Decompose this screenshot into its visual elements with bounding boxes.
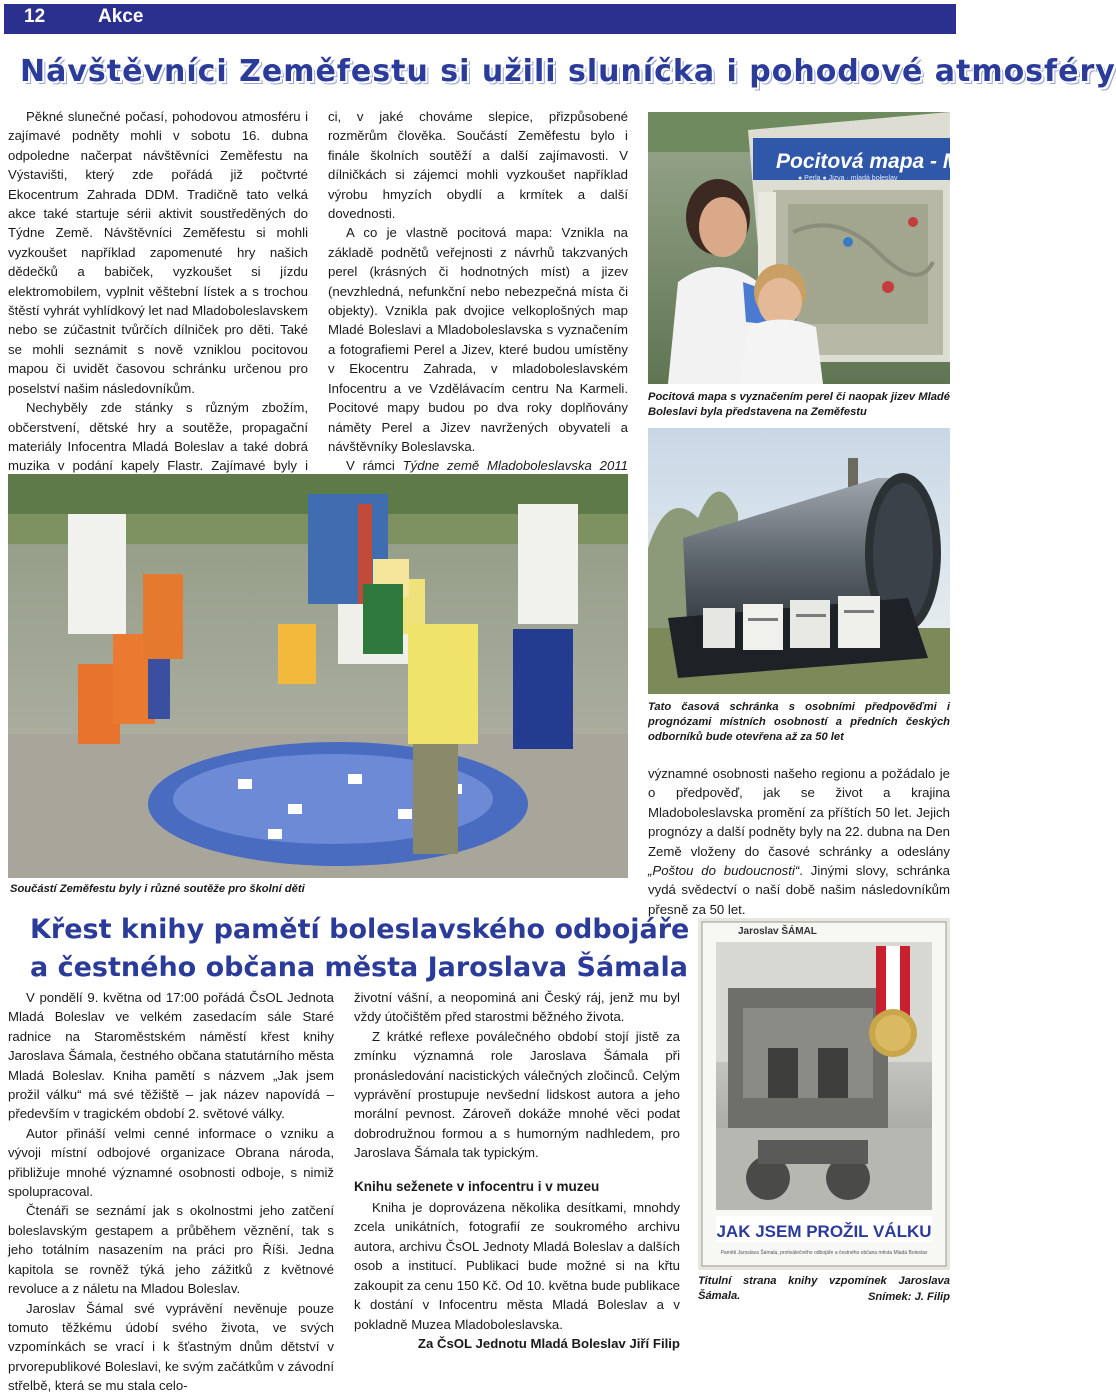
caption-kids-game: Součástí Zeměfestu byly i různé soutěže pro školní děti <box>10 883 305 895</box>
article1-title: Návštěvníci Zeměfestu si užili sluníčka i pohodové atmosféry <box>20 54 1116 89</box>
map-sign-heading: Pocitová mapa - Mladá Bolesl <box>776 150 1072 173</box>
page-number: 12 <box>24 6 46 27</box>
article2-column2 <box>354 988 680 1353</box>
photo-feeling-map <box>648 112 1072 384</box>
map-sign-legend: ● Perla ● Jizva · mladá boleslav <box>798 175 898 182</box>
article2-title-line1: Křest knihy pamětí boleslavského odbojáře <box>30 914 690 945</box>
article2-column1 <box>8 988 334 1396</box>
article1-column1 <box>8 107 308 534</box>
article1-column3 <box>648 764 950 919</box>
photo-book-cover <box>698 918 950 1270</box>
header-bar <box>4 4 956 34</box>
paragraph: Jaroslav Šámal své vyprávění nevěnuje pouze tomuto těžkému údobí svého života, ve svých vzpomínkách se vrací i k šťastným dnům dětství v prvorepublikové Boleslavi, ke svým začátkům v závodní střelbě, která se mu stala celo- <box>8 1300 334 1394</box>
paragraph: A co je vlastně pocitová mapa: Vznikla na základě podnětů veřejnosti z návrhů takzvaných perel (krásných či hodnotných míst) a jizev (nevzhledná, nefunkční nebo nebezpečná místa či objekty). Vznikla pak dvojice velkoplošných map Mladé Boleslavi a Mladoboleslavska s vyznačením a fotografiemi Perel a Jizev, které budou umístěny v Ekocentru Zahrada, v mladoboleslavském Infocentru a ve Vzdělávacím centru Na Karmeli. Pocitové mapy budou po dva roky doplňovány náměty Perel a Jizev navržených obyvateli a návštěvníky Boleslavska. <box>328 225 628 454</box>
caption-time-capsule: Tato časová schránka s osobními předpověďmi i prognózami místních osobností a předních českých odborníků bude otevřena až za 50 let <box>648 701 950 743</box>
book-title: JAK JSEM PROŽIL VÁLKU <box>716 1222 932 1241</box>
photo-kids-game <box>8 474 628 878</box>
caption-feeling-map: Pocitová mapa s vyznačením perel či naopak jizev Mladé Boleslavi byla představena na Zeměfestu <box>648 391 950 418</box>
section-title: Akce <box>98 6 144 27</box>
paragraph: Kniha je doprovázena několika desítkami, mnohdy zcela unikátních, fotografií ze soukromého archivu autora, archivu ČsOL Jednoty Mladá Boleslav a dalších osob a institucí. Publikaci bude možné si na křtu zakoupit za cenu 150 Kč. Od 10. května bude publikace k dostání v Infocentru města Mladá Boleslav a v pokladně Muzea Mladoboleslavska. <box>354 1200 680 1332</box>
photo-credit: Snímek: J. Filip <box>867 1291 950 1303</box>
caption-book-cover: Titulní strana knihy vzpomínek Jaroslava Šámala. <box>698 1275 950 1302</box>
article1-column2 <box>328 107 628 534</box>
photo-time-capsule <box>648 428 950 694</box>
paragraph: Z krátké reflexe poválečného období stojí jistě za zmínku významná role Jaroslava Šámala při pronásledování nacistických válečných zločinců. Celým vyprávění prostupuje nevšední lidskost autora a jeho morální pevnost. Zároveň dokáže mnohé věci podat dobrodružnou formou a s humorným nadhledem, pro Jaroslava Šámala tak typickým. <box>354 1028 680 1161</box>
paragraph: Pěkné slunečné počasí, pohodovou atmosféru i zajímavé podněty mohli v sobotu 16. dubna odpoledne načerpat návštěvníci Zeměfestu na Výstavišti, který zde pořádá již počtvrté Ekocentrum Zahrada DDM. Tradičně tato velká akce také startuje sérii aktivit soustředěných do Týdne Země. Návštěvníci Zeměfestu si mohli vyzkoušet například zapomenuté hry našich dědečků a babiček, vyzkoušet si jízdu elektromobilem, vyplnit věštební lístek a s trochou štěstí vyhrát vyhlídkový let nad Mladoboleslavskem nebo se zúčastnit tvůrčích dílniček pro děti. Také se mohli seznámit s nově vzniklou pocitovou mapou či uvidět časovou schránku určenou pro poselství našim následovníkům. <box>8 109 308 396</box>
book-author: Jaroslav ŠÁMAL <box>738 926 817 937</box>
subheading: Knihu seženete v infocentru i v muzeu <box>354 1178 600 1194</box>
article2-title-line2: a čestného občana města Jaroslava Šámala <box>30 952 688 983</box>
paragraph: V pondělí 9. května od 17:00 pořádá ČsOL Jednota Mladá Boleslav ve velkém zasedacím sále Staré radnice na Staroměstském náměstí křest knihy Jaroslava Šámala, čestného občana statutárního města Mladá Boleslav. Kniha pamětí s názvem „Jak jsem prožil válku“ má své těžiště – jak název napovídá – především v tragickém období 2. světové války. <box>8 990 334 1122</box>
paragraph: Autor přináší velmi cenné informace o vzniku a vývoji místní odbojové organizace Obrana národa, přibližuje mnohé významné osobnosti odboje, s nimiž spolupracoval. <box>8 1125 334 1200</box>
paragraph: Nechyběly zde stánky s různým zbožím, občerstvení, dětské hry a soutěže, propagační materiály Infocentra Mladá Boleslav a také dobrá muzika v podání kapely Flastr. Zajímavé byly i <box>8 400 308 474</box>
paragraph: významné osobnosti našeho regionu a požádalo je o předpověď, jak se život a krajina Mladoboleslavska promění za příštích 50 let. Jejich prognózy a další podněty byly na 22. dubna na Den Země vloženy do časové schránky a odeslány „Poštou do budoucnosti“. Jinými slovy, schránka vydá svědectví o naší době našim následovníkům přesně za 50 let. <box>648 766 950 917</box>
paragraph: V rámci Týdne země Mladoboleslavska 2011 <box>346 458 629 474</box>
book-subtitle: Paměti Jaroslava Šámala, protiválečného odbojáře a čestného občana města Mladá Boleslav <box>720 1250 928 1256</box>
paragraph: životní vášní, a neopominá ani Český ráj, jenž mu byl vždy útočištěm před starostmi běžného života. <box>354 990 680 1025</box>
paragraph: Čtenáři se seznámí jak s okolnostmi jeho zatčení boleslavským gestapem a průběhem věznění, tak s jeho totálním nasazením na práci pro Říši. Jedna kapitola se rovněž týká jeho zážitků z květnové revoluce a z náletu na Mladou Boleslav. <box>8 1203 334 1297</box>
paragraph: ci, v jaké chováme slepice, přizpůsobené rozměrům člověka. Součástí Zeměfestu bylo i finále školních soutěží a další zajímavosti. V dílničkách si zájemci mohli vyzkoušet například výrobu hmyzích obydlí a krmítek a další dovednosti. <box>328 109 628 222</box>
signature: Za ČsOL Jednotu Mladá Boleslav Jiří Filip <box>417 1335 680 1351</box>
